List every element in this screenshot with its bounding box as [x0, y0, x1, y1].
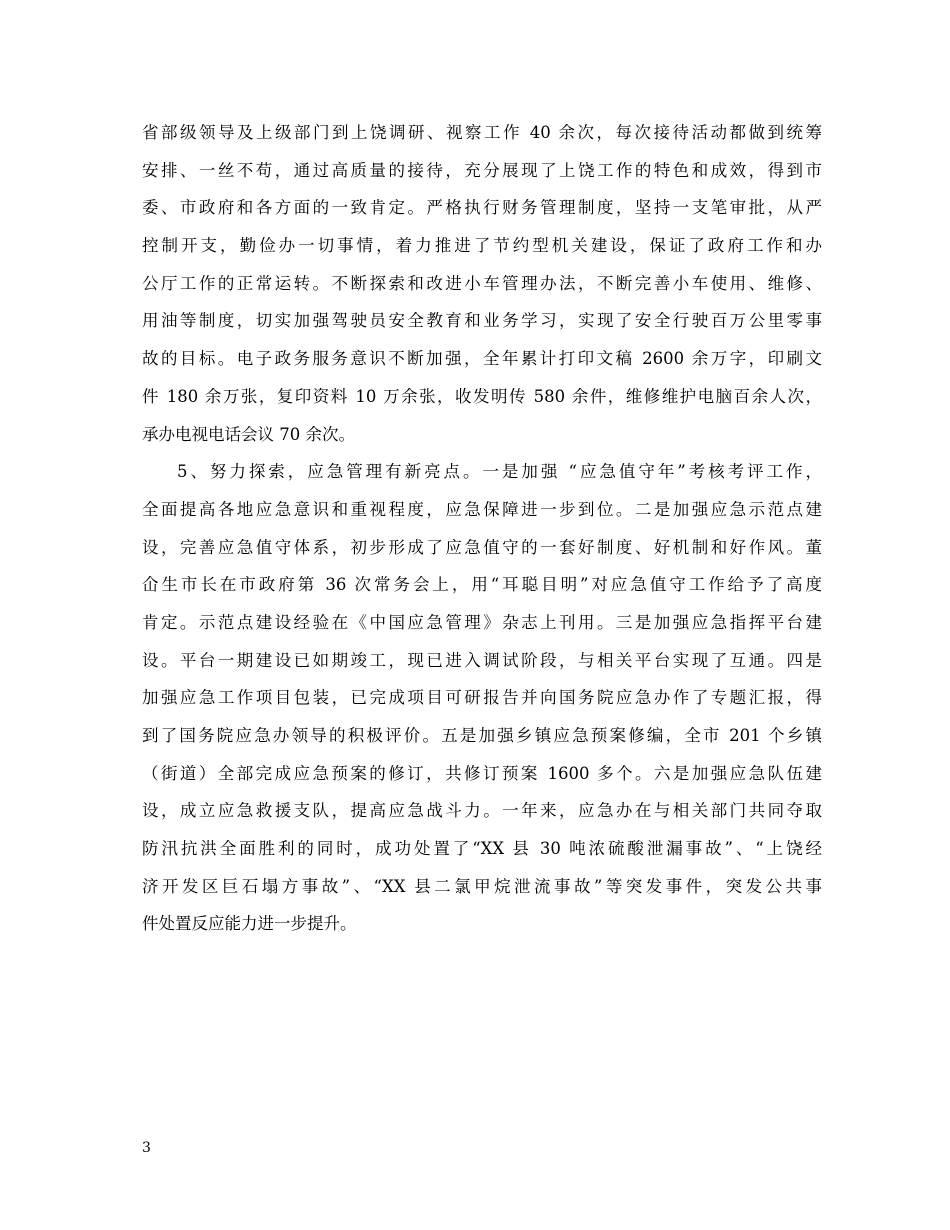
- page-number: 3: [142, 1140, 151, 1156]
- text-line: 5、努力探索，应急管理有新亮点。一是加强 “应急值守年”考核考评工作，: [177, 462, 822, 482]
- text-line: 防汛抗洪全面胜利的同时，成功处置了“XX 县 30 吨浓硫酸泄漏事故”、“上饶经: [142, 839, 822, 859]
- text-line: 安排、一丝不苟，通过高质量的接待，充分展现了上饶工作的特色和成效，得到市: [142, 160, 822, 180]
- text-line: 加强应急工作项目包装，已完成项目可研报告并向国务院应急办作了专题汇报，得: [142, 688, 822, 708]
- text-line: 济开发区巨石塌方事故”、“XX 县二氯甲烷泄流事故”等突发事件，突发公共事: [142, 876, 822, 896]
- text-line: 设，完善应急值守体系，初步形成了应急值守的一套好制度、好机制和好作风。董: [142, 537, 822, 557]
- text-line: 委、市政府和各方面的一致肯定。严格执行财务管理制度，坚持一支笔审批，从严: [142, 198, 822, 218]
- text-line: 设，成立应急救援支队，提高应急战斗力。一年来，应急办在与相关部门共同夺取: [142, 801, 822, 821]
- paragraph-1: [142, 114, 822, 453]
- text-line: （街道）全部完成应急预案的修订，共修订预案 1600 多个。六是加强应急队伍建: [142, 763, 822, 783]
- text-line: 件处置反应能力进一步提升。: [142, 914, 357, 934]
- text-line: 全面提高各地应急意识和重视程度，应急保障进一步到位。二是加强应急示范点建: [142, 499, 822, 519]
- text-line: 省部级领导及上级部门到上饶调研、视察工作 40 余次，每次接待活动都做到统筹: [142, 123, 822, 142]
- paragraph-2: [142, 453, 822, 943]
- text-line: 仚生市长在市政府第 36 次常务会上，用“耳聪目明”对应急值守工作给予了高度: [142, 575, 822, 595]
- text-line: 设。平台一期建设已如期竣工，现已进入调试阶段，与相关平台实现了互通。四是: [142, 650, 822, 670]
- text-line: 肯定。示范点建设经验在《中国应急管理》杂志上刊用。三是加强应急指挥平台建: [142, 612, 822, 632]
- text-line: 故的目标。电子政务服务意识不断加强，全年累计打印文稿 2600 余万字，印刷文: [142, 349, 822, 369]
- text-line: 件 180 余万张，复印资料 10 万余张，收发明传 580 余件，维修维护电脑百余人次，: [142, 386, 822, 406]
- text-line: 控制开支，勤俭办一切事情，着力推进了节约型机关建设，保证了政府工作和办: [142, 236, 822, 256]
- body-text: [142, 114, 822, 943]
- text-line: 到了国务院应急办领导的积极评价。五是加强乡镇应急预案修编，全市 201 个乡镇: [142, 726, 822, 745]
- text-line: 公厅工作的正常运转。不断探索和改进小车管理办法，不断完善小车使用、维修、: [142, 273, 822, 293]
- text-line: 承办电视电话会议 70 余次。: [142, 424, 355, 444]
- text-line: 用油等制度，切实加强驾驶员安全教育和业务学习，实现了安全行驶百万公里零事: [142, 311, 822, 331]
